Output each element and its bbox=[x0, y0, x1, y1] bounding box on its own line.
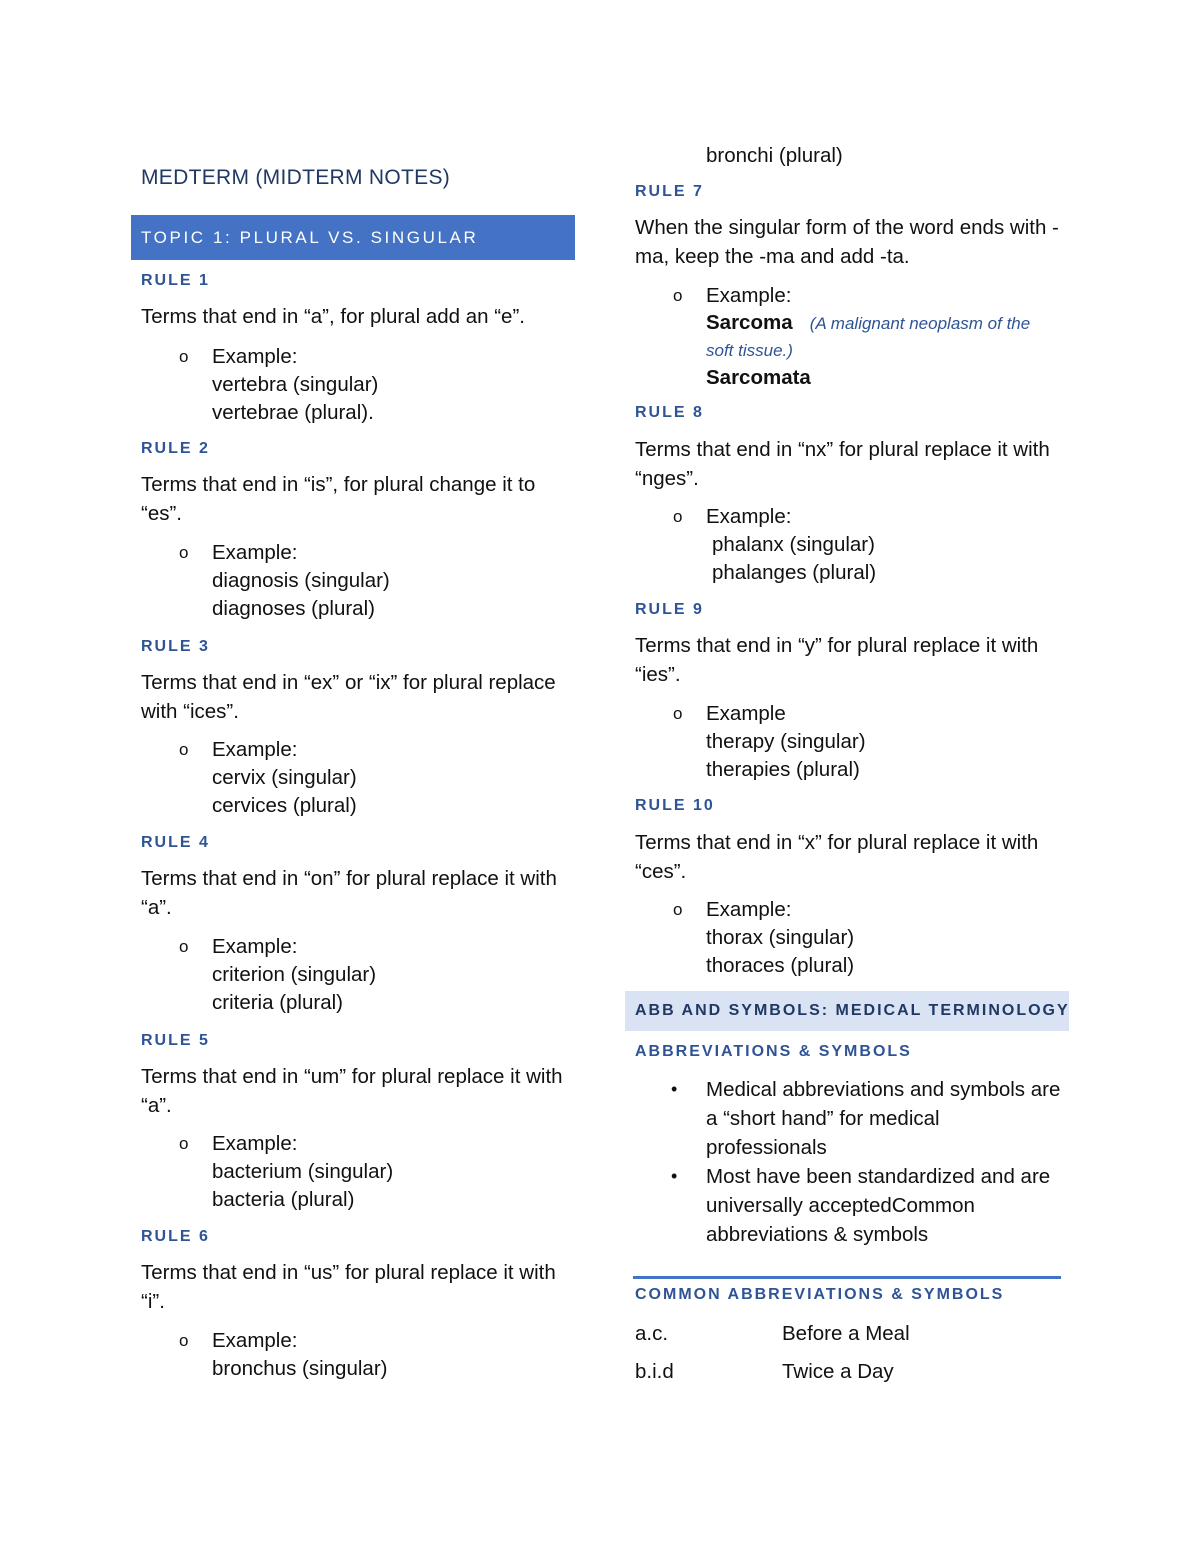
example-singular: criterion (singular) bbox=[212, 963, 377, 986]
example-label: Example: bbox=[212, 345, 298, 368]
bullet-list bbox=[635, 1075, 1065, 1249]
rule-heading: RULE 2 bbox=[141, 440, 210, 457]
rule-text: Terms that end in “nx” for plural replace it with “nges”. bbox=[635, 438, 1050, 490]
rule-text: Terms that end in “us” for plural replace it with “i”. bbox=[141, 1261, 556, 1313]
example-label: Example: bbox=[212, 738, 298, 761]
example-singular: vertebra (singular) bbox=[212, 373, 379, 396]
example-plural: bacteria (plural) bbox=[212, 1188, 355, 1211]
example-label: Example: bbox=[212, 935, 298, 958]
hollow-bullet-icon: o bbox=[179, 937, 189, 956]
rule-text: Terms that end in “x” for plural replace it with “ces”. bbox=[635, 831, 1039, 883]
hollow-bullet-icon: o bbox=[673, 507, 683, 526]
hollow-bullet-icon: o bbox=[179, 543, 189, 562]
rule-text: Terms that end in “ex” or “ix” for plural replace with “ices”. bbox=[141, 671, 556, 723]
example-plural: therapies (plural) bbox=[706, 758, 860, 781]
list-item: • Most have been standardized and are universally acceptedCommon abbreviations & symbols bbox=[635, 1162, 1065, 1249]
rule-heading: RULE 6 bbox=[141, 1228, 210, 1245]
example-label: Example: bbox=[212, 1329, 298, 1352]
example-singular: cervix (singular) bbox=[212, 766, 357, 789]
rule-text: Terms that end in “a”, for plural add an “e”. bbox=[141, 305, 525, 328]
example-singular: therapy (singular) bbox=[706, 730, 866, 753]
example-singular: thorax (singular) bbox=[706, 926, 855, 949]
rule-heading: RULE 7 bbox=[635, 183, 704, 200]
example-plural: cervices (plural) bbox=[212, 794, 357, 817]
example-label: Example: bbox=[706, 505, 792, 528]
page-title: MEDTERM (MIDTERM NOTES) bbox=[141, 166, 451, 189]
topic-heading: TOPIC 1: PLURAL VS. SINGULAR bbox=[131, 215, 575, 260]
hollow-bullet-icon: o bbox=[673, 286, 683, 305]
hollow-bullet-icon: o bbox=[673, 704, 683, 723]
hollow-bullet-icon: o bbox=[179, 1331, 189, 1350]
example-singular: phalanx (singular) bbox=[712, 533, 875, 556]
abbreviation-code: b.i.d bbox=[635, 1360, 674, 1383]
rule-text: Terms that end in “um” for plural replace it with “a”. bbox=[141, 1065, 563, 1117]
example-label: Example: bbox=[212, 1132, 298, 1155]
bullet-dot-icon: • bbox=[671, 1079, 678, 1099]
subsection-heading: COMMON ABBREVIATIONS & SYMBOLS bbox=[635, 1286, 1005, 1303]
example-label: Example: bbox=[706, 284, 792, 307]
rule-text: Terms that end in “on” for plural replace it with “a”. bbox=[141, 867, 557, 919]
example-plural: diagnoses (plural) bbox=[212, 597, 375, 620]
example-plural: vertebrae (plural). bbox=[212, 401, 374, 424]
example-plural: criteria (plural) bbox=[212, 991, 343, 1014]
rule-text: When the singular form of the word ends with -ma, keep the -ma and add -ta. bbox=[635, 216, 1059, 268]
hollow-bullet-icon: o bbox=[673, 900, 683, 919]
rule-heading: RULE 1 bbox=[141, 272, 210, 289]
hollow-bullet-icon: o bbox=[179, 1134, 189, 1153]
divider bbox=[633, 1276, 1061, 1279]
example-plural: bronchi (plural) bbox=[706, 144, 843, 167]
rule-heading: RULE 9 bbox=[635, 601, 704, 618]
rule-heading: RULE 8 bbox=[635, 404, 704, 421]
example-singular: bronchus (singular) bbox=[212, 1357, 388, 1380]
abbreviation-meaning: Twice a Day bbox=[782, 1360, 894, 1383]
example-label: Example bbox=[706, 702, 786, 725]
hollow-bullet-icon: o bbox=[179, 347, 189, 366]
rule-heading: RULE 10 bbox=[635, 797, 715, 814]
rule-text: Terms that end in “y” for plural replace it with “ies”. bbox=[635, 634, 1039, 686]
definition-note: (A malignant neoplasm of the soft tissue.) bbox=[706, 314, 1031, 360]
rule-heading: RULE 4 bbox=[141, 834, 210, 851]
abbreviation-meaning: Before a Meal bbox=[782, 1322, 910, 1345]
example-singular: diagnosis (singular) bbox=[212, 569, 390, 592]
example-label: Example: bbox=[212, 541, 298, 564]
example-singular: Sarcoma bbox=[706, 311, 793, 334]
example-singular: bacterium (singular) bbox=[212, 1160, 394, 1183]
list-item: • Medical abbreviations and symbols are a “short hand” for medical professionals bbox=[635, 1075, 1065, 1162]
example-plural: phalanges (plural) bbox=[712, 561, 877, 584]
subsection-heading: ABBREVIATIONS & SYMBOLS bbox=[635, 1043, 912, 1060]
example-plural: thoraces (plural) bbox=[706, 954, 855, 977]
example-plural: Sarcomata bbox=[706, 366, 811, 389]
rule-text: Terms that end in “is”, for plural change it to “es”. bbox=[141, 473, 536, 525]
section-heading: ABB AND SYMBOLS: MEDICAL TERMINOLOGY bbox=[625, 991, 1069, 1031]
example-label: Example: bbox=[706, 898, 792, 921]
rule-heading: RULE 3 bbox=[141, 638, 210, 655]
abbreviation-code: a.c. bbox=[635, 1322, 669, 1345]
hollow-bullet-icon: o bbox=[179, 740, 189, 759]
bullet-dot-icon: • bbox=[671, 1166, 678, 1186]
rule-heading: RULE 5 bbox=[141, 1032, 210, 1049]
